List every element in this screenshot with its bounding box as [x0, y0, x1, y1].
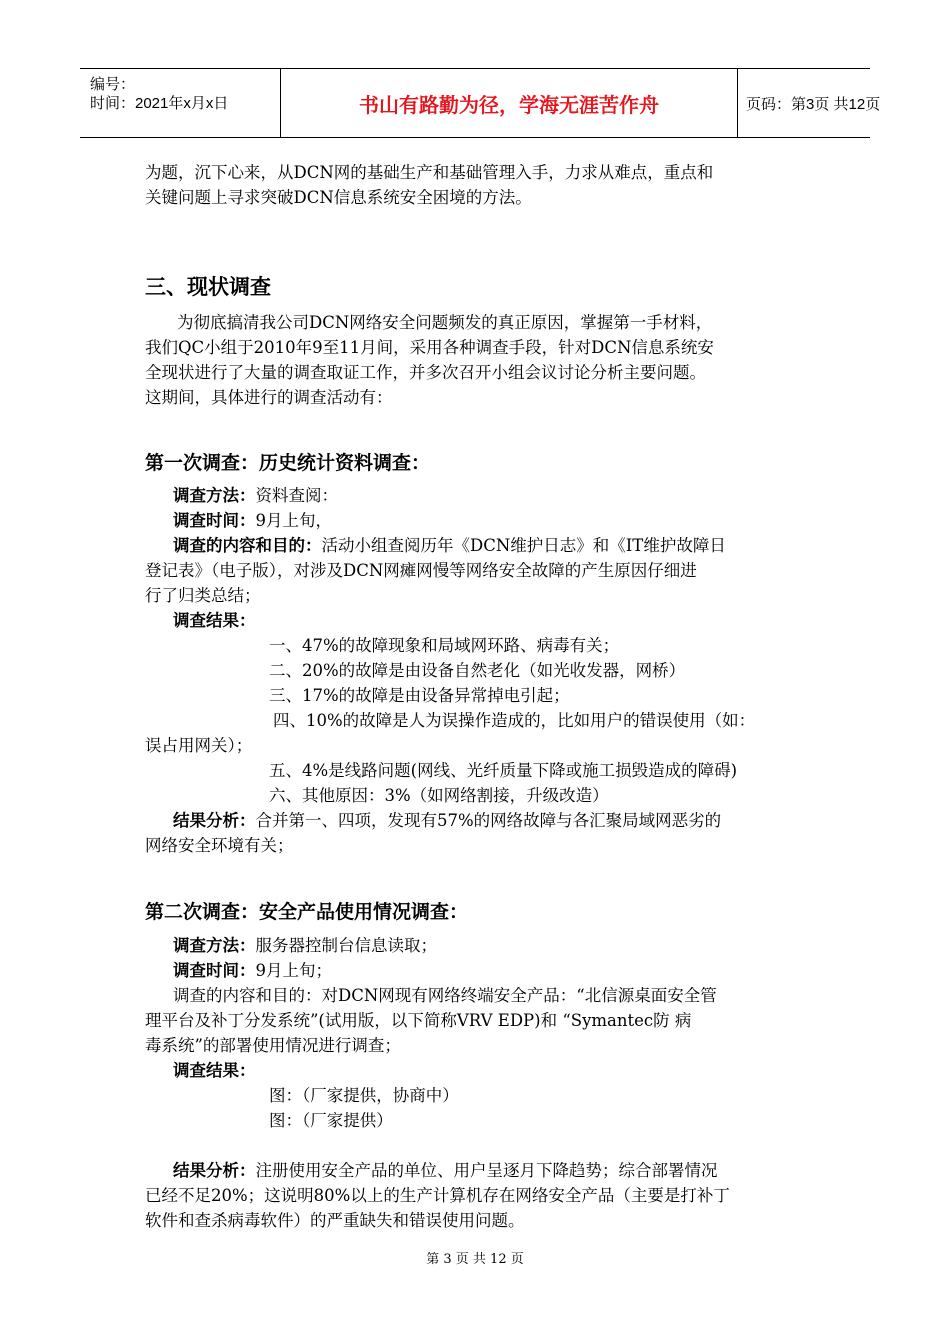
label: 调查方法： [173, 936, 256, 955]
result-item: 六、其他原因：3%（如网络割接，升级改造） [269, 786, 609, 805]
label: 结果分析： [173, 811, 256, 830]
survey-content-line: 毒系统”的部署使用情况进行调查； [145, 1036, 401, 1055]
section-paragraph-line: 全现状进行了大量的调查取证工作，并多次召开小组会议讨论分析主要问题。 [145, 363, 706, 382]
survey-method [173, 933, 437, 958]
page-header [80, 68, 881, 138]
value: 资料查阅： [255, 486, 338, 505]
figure-placeholder: 图：（厂家提供，协商中） [269, 1086, 459, 1105]
intro-line: 为题，沉下心来，从DCN网的基础生产和基础管理入手，力求从难点，重点和 [145, 163, 714, 182]
label: 调查时间： [173, 511, 256, 530]
result-item: 五、4%是线路问题(网线、光纤质量下降或施工损毁造成的障碍) [269, 761, 738, 780]
value: 活动小组查阅历年《DCN维护日志》和《IT维护故障日 [321, 536, 726, 555]
survey-content: 调查的内容和目的：对DCN网现有网络终端安全产品：“北信源桌面安全管 [173, 986, 717, 1005]
survey-time [173, 508, 332, 533]
result-item: 三、17%的故障是由设备异常掉电引起； [269, 686, 570, 705]
value: 服务器控制台信息读取； [255, 936, 437, 955]
survey-content-line: 行了归类总结； [145, 586, 261, 605]
section-paragraph-line: 我们QC小组于2010年9至11月间，采用各种调查手段，针对DCN信息系统安 [145, 338, 714, 357]
value: 9月上旬； [255, 961, 332, 980]
label: 调查时间： [173, 961, 256, 980]
result-item-continued: 误占用网关）； [145, 736, 253, 755]
survey-heading: 第一次调查：历史统计资料调查： [145, 452, 431, 474]
survey-content [173, 533, 726, 558]
survey-method [173, 483, 338, 508]
result-item: 一、47%的故障现象和局域网环路、病毒有关； [269, 636, 620, 655]
survey-content-line: 登记表》（电子版），对涉及DCN网瘫网慢等网络安全故障的产生原因仔细进 [145, 561, 697, 580]
survey-analysis-line: 网络安全环境有关； [145, 836, 294, 855]
section-heading: 三、现状调查 [145, 275, 271, 299]
survey-analysis [173, 1158, 718, 1183]
result-item: 二、20%的故障是由设备自然老化（如光收发器，网桥） [269, 661, 686, 680]
doc-date: 时间：2021年x月x日 [90, 95, 229, 112]
survey-result-label: 调查结果： [173, 611, 256, 630]
figure-placeholder: 图：（厂家提供） [269, 1111, 393, 1130]
page-footer: 第 3 页 共 12 页 [426, 1252, 524, 1267]
label: 调查方法： [173, 486, 256, 505]
section-paragraph-line: 为彻底搞清我公司DCN网络安全问题频发的真正原因，掌握第一手材料， [177, 313, 713, 332]
survey-time [173, 958, 332, 983]
survey-analysis-line: 软件和查杀病毒软件）的严重缺失和错误使用问题。 [145, 1211, 525, 1230]
result-item: 四、10%的故障是人为误操作造成的，比如用户的错误使用（如： [273, 711, 756, 730]
label: 调查的内容和目的： [173, 536, 322, 555]
survey-heading: 第二次调查：安全产品使用情况调查： [145, 901, 469, 923]
intro-line: 关键问题上寻求突破DCN信息系统安全困境的方法。 [145, 188, 532, 207]
survey-content-line: 理平台及补丁分发系统”(试用版，以下简称VRV EDP)和 “Symantec防 病 [145, 1011, 692, 1030]
header-motto: 书山有路勤为径，学海无涯苦作舟 [281, 69, 738, 137]
header-page-number: 页码：第3页 共12页 [746, 95, 881, 113]
survey-analysis [173, 808, 721, 833]
doc-number: 编号： [90, 76, 136, 93]
value: 注册使用安全产品的单位、用户呈逐月下降趋势；综合部署情况 [255, 1161, 718, 1180]
section-paragraph-line: 这期间，具体进行的调查活动有： [145, 388, 393, 407]
survey-analysis-line: 已经不足20%；这说明80%以上的生产计算机存在网络安全产品（主要是打补丁 [145, 1186, 730, 1205]
header-meta [80, 69, 281, 137]
survey-result-label: 调查结果： [173, 1061, 256, 1080]
value: 合并第一、四项，发现有57%的网络故障与各汇聚局域网恶劣的 [255, 811, 722, 830]
value: 9月上旬， [255, 511, 332, 530]
label: 结果分析： [173, 1161, 256, 1180]
